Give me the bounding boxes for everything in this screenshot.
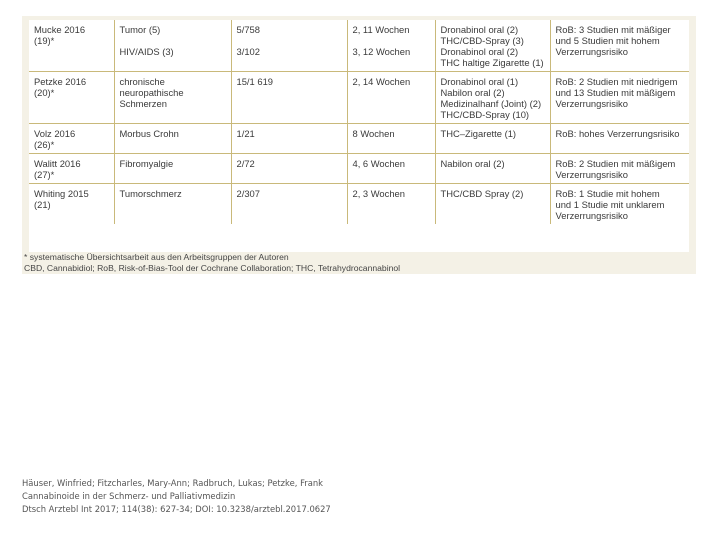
cell-line: RoB: 3 Studien mit mäßiger	[555, 24, 671, 35]
cell-line: Verzerrungsrisiko	[555, 46, 628, 57]
cell-duration	[347, 72, 435, 124]
cell-line: 2, 11 Wochen	[352, 24, 410, 35]
cell-medication	[435, 20, 550, 72]
cell-line: (19)*	[34, 35, 55, 46]
cell-rob	[550, 184, 689, 225]
cell-line: 2/72	[236, 158, 255, 169]
table-body	[29, 20, 689, 224]
cell-line: 2, 3 Wochen	[352, 188, 405, 199]
cell-line: RoB: 1 Studie mit hohem	[555, 188, 660, 199]
cell-line: HIV/AIDS (3)	[119, 46, 174, 57]
source-caption	[22, 477, 331, 516]
cell-duration	[347, 124, 435, 154]
cell-line: neuropathische	[119, 87, 184, 98]
cell-line: (27)*	[34, 169, 55, 180]
cell-indication	[114, 72, 231, 124]
cell-medication	[435, 124, 550, 154]
cell-line: Petzke 2016	[34, 76, 87, 87]
cell-line: Nabilon oral (2)	[440, 87, 505, 98]
cell-line: Whiting 2015	[34, 188, 89, 199]
table-container	[29, 20, 689, 252]
cell-line: und 5 Studien mit hohem	[555, 35, 660, 46]
table-row	[29, 124, 689, 154]
cell-line: chronische	[119, 76, 165, 87]
cell-line: 2/307	[236, 188, 260, 199]
cell-line: Tumorschmerz	[119, 188, 182, 199]
cell-study	[29, 72, 114, 124]
cell-participants	[231, 154, 347, 184]
cell-line: Volz 2016	[34, 128, 76, 139]
cell-line: Morbus Crohn	[119, 128, 179, 139]
cell-medication	[435, 72, 550, 124]
cell-line: Medizinalhanf (Joint) (2)	[440, 98, 542, 109]
cell-line: Dronabinol oral (2)	[440, 24, 519, 35]
cell-line: und 13 Studien mit mäßigem	[555, 87, 676, 98]
table-row	[29, 184, 689, 225]
table-row	[29, 20, 689, 72]
cell-participants	[231, 72, 347, 124]
cell-line: und 1 Studie mit unklarem	[555, 199, 665, 210]
cell-indication	[114, 154, 231, 184]
cell-line: Mucke 2016	[34, 24, 86, 35]
cell-line: THC/CBD-Spray (10)	[440, 109, 530, 120]
cell-line: Tumor (5)	[119, 24, 161, 35]
cell-duration	[347, 154, 435, 184]
caption-title: Cannabinoide in der Schmerz- und Palliativmedizin	[22, 491, 236, 501]
cell-line: Verzerrungsrisiko	[555, 98, 628, 109]
cell-line: RoB: 2 Studien mit mäßigem	[555, 158, 676, 169]
cell-line: 4, 6 Wochen	[352, 158, 405, 169]
cell-rob	[550, 72, 689, 124]
footnote-abbreviations: CBD, Cannabidiol; RoB, Risk-of-Bias-Tool der Cochrane Collaboration; THC, Tetrahydrocannabinol	[24, 263, 401, 273]
table-row	[29, 154, 689, 184]
cell-line: Dronabinol oral (2)	[440, 46, 519, 57]
caption-authors: Häuser, Winfried; Fitzcharles, Mary-Ann; Radbruch, Lukas; Petzke, Frank	[22, 478, 324, 488]
cell-indication	[114, 124, 231, 154]
footnote-asterisk: * systematische Übersichtsarbeit aus den Arbeitsgruppen der Autoren	[24, 252, 289, 262]
cell-study	[29, 124, 114, 154]
cell-medication	[435, 154, 550, 184]
cell-line: Dronabinol oral (1)	[440, 76, 519, 87]
cell-line: 5/758	[236, 24, 260, 35]
cell-line: THC–Zigarette (1)	[440, 128, 517, 139]
cell-line: RoB: hohes Verzerrungsrisiko	[555, 128, 680, 139]
caption-citation: Dtsch Arztebl Int 2017; 114(38): 627-34; DOI: 10.3238/arztebl.2017.0627	[22, 504, 331, 514]
cell-line: Fibromyalgie	[119, 158, 174, 169]
cell-study	[29, 184, 114, 225]
cell-line: RoB: 2 Studien mit niedrigem	[555, 76, 678, 87]
cell-line	[237, 35, 342, 46]
cell-indication	[114, 20, 231, 72]
cell-line	[353, 35, 430, 46]
cell-participants	[231, 124, 347, 154]
cell-line: THC/CBD Spray (2)	[440, 188, 524, 199]
cell-line: 8 Wochen	[352, 128, 395, 139]
cell-line: Schmerzen	[119, 98, 167, 109]
table-footnotes	[24, 252, 692, 274]
table-row	[29, 72, 689, 124]
cell-line: 2, 14 Wochen	[352, 76, 411, 87]
cell-study	[29, 20, 114, 72]
cell-line: Verzerrungsrisiko	[555, 210, 628, 221]
cell-participants	[231, 20, 347, 72]
cell-rob	[550, 124, 689, 154]
cell-line: THC/CBD-Spray (3)	[440, 35, 524, 46]
cell-line: 15/1 619	[236, 76, 273, 87]
cell-line: Verzerrungsrisiko	[555, 169, 628, 180]
cell-rob	[550, 20, 689, 72]
cell-medication	[435, 184, 550, 225]
cell-indication	[114, 184, 231, 225]
cell-line: 3/102	[236, 46, 260, 57]
cell-duration	[347, 20, 435, 72]
cell-rob	[550, 154, 689, 184]
cell-line: THC haltige Zigarette (1)	[440, 57, 544, 68]
table-figure	[22, 16, 696, 274]
cell-line: 3, 12 Wochen	[352, 46, 411, 57]
cell-line: (26)*	[34, 139, 55, 150]
cell-line: (21)	[34, 199, 51, 210]
cell-line: Nabilon oral (2)	[440, 158, 505, 169]
cell-duration	[347, 184, 435, 225]
cell-study	[29, 154, 114, 184]
cell-line	[120, 35, 226, 46]
studies-table	[29, 20, 689, 224]
cell-line: (20)*	[34, 87, 55, 98]
cell-line: 1/21	[236, 128, 255, 139]
cell-participants	[231, 184, 347, 225]
cell-line: Walitt 2016	[34, 158, 81, 169]
